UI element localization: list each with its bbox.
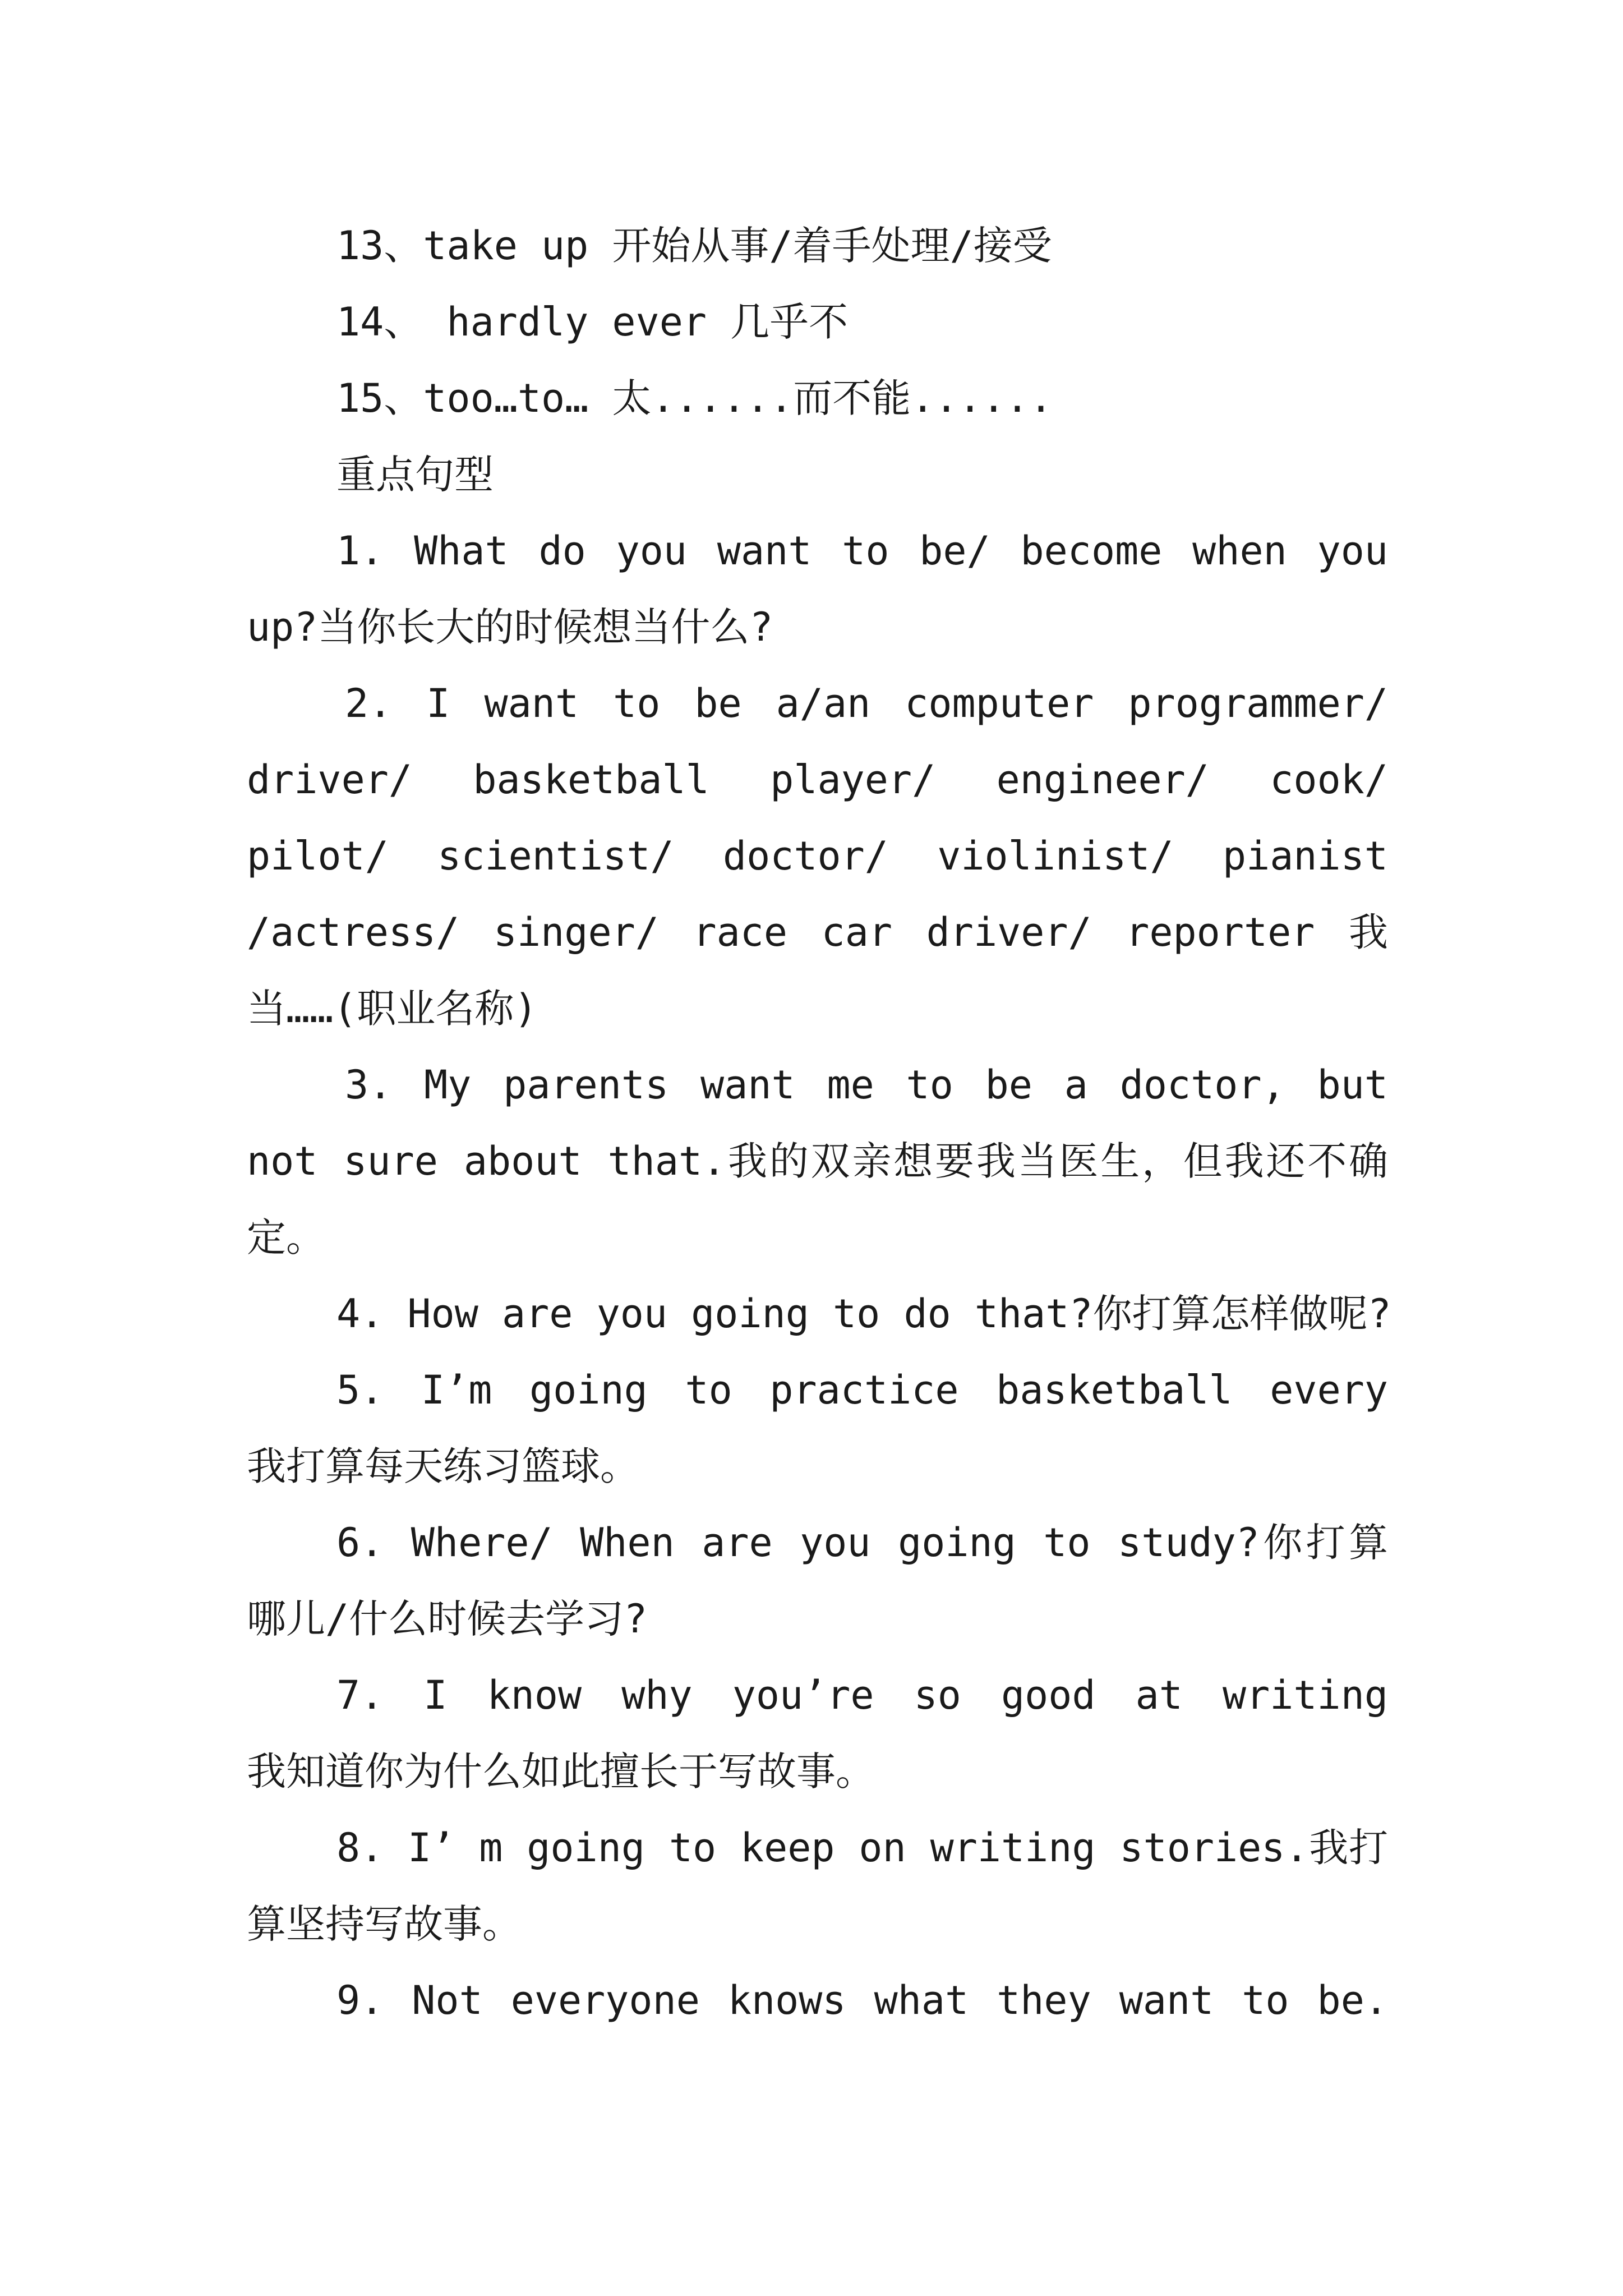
sentence-line: 当……(职业名称) xyxy=(247,986,538,1032)
sentence-line: 我打算每天练习篮球。 xyxy=(247,1443,639,1489)
sentence-line: 7. I know why you’re so good at writing xyxy=(336,1672,1388,1718)
sentence-line: up?当你长大的时候想当什么? xyxy=(247,604,773,650)
sentence-line: 1. What do you want to be/ become when you xyxy=(336,528,1388,574)
phrase-item: 15、too…to… 太......而不能...... xyxy=(336,375,1053,421)
sentence-line: not sure about that.我的双亲想要我当医生，但我还不确 xyxy=(247,1138,1388,1184)
sentence-line: 9. Not everyone knows what they want to be. xyxy=(336,1977,1388,2023)
sentence-line: 2. I want to be a/an computer programmer/ xyxy=(345,680,1388,726)
document-body xyxy=(247,208,1391,2039)
sentence-line: 我知道你为什么如此擅长于写故事。 xyxy=(247,1749,875,1795)
sentence-line: 3. My parents want me to be a doctor, but xyxy=(345,1062,1388,1108)
sentence-line: 6. Where/ When are you going to study?你打算 xyxy=(336,1520,1388,1566)
sentence-line: 4. How are you going to do that?你打算怎样做呢? xyxy=(336,1291,1391,1337)
sentence-line: /actress/ singer/ race car driver/ reporter 我 xyxy=(247,909,1388,955)
sentence-line: 定。 xyxy=(247,1214,325,1260)
phrase-item: 13、take up 开始从事/着手处理/接受 xyxy=(336,223,1052,269)
sentence-line: pilot/ scientist/ doctor/ violinist/ pianist xyxy=(247,833,1388,879)
section-title: 重点句型 xyxy=(336,452,494,498)
sentence-line: 8. I’ m going to keep on writing stories.我打 xyxy=(336,1825,1388,1871)
sentence-line: driver/ basketball player/ engineer/ cook/ xyxy=(247,757,1388,803)
sentence-line: 算坚持写故事。 xyxy=(247,1901,522,1947)
sentence-line: 5. I’m going to practice basketball every xyxy=(336,1367,1388,1413)
phrase-item: 14、 hardly ever 几乎不 xyxy=(336,299,849,345)
sentence-line: 哪儿/什么时候去学习? xyxy=(247,1596,648,1642)
